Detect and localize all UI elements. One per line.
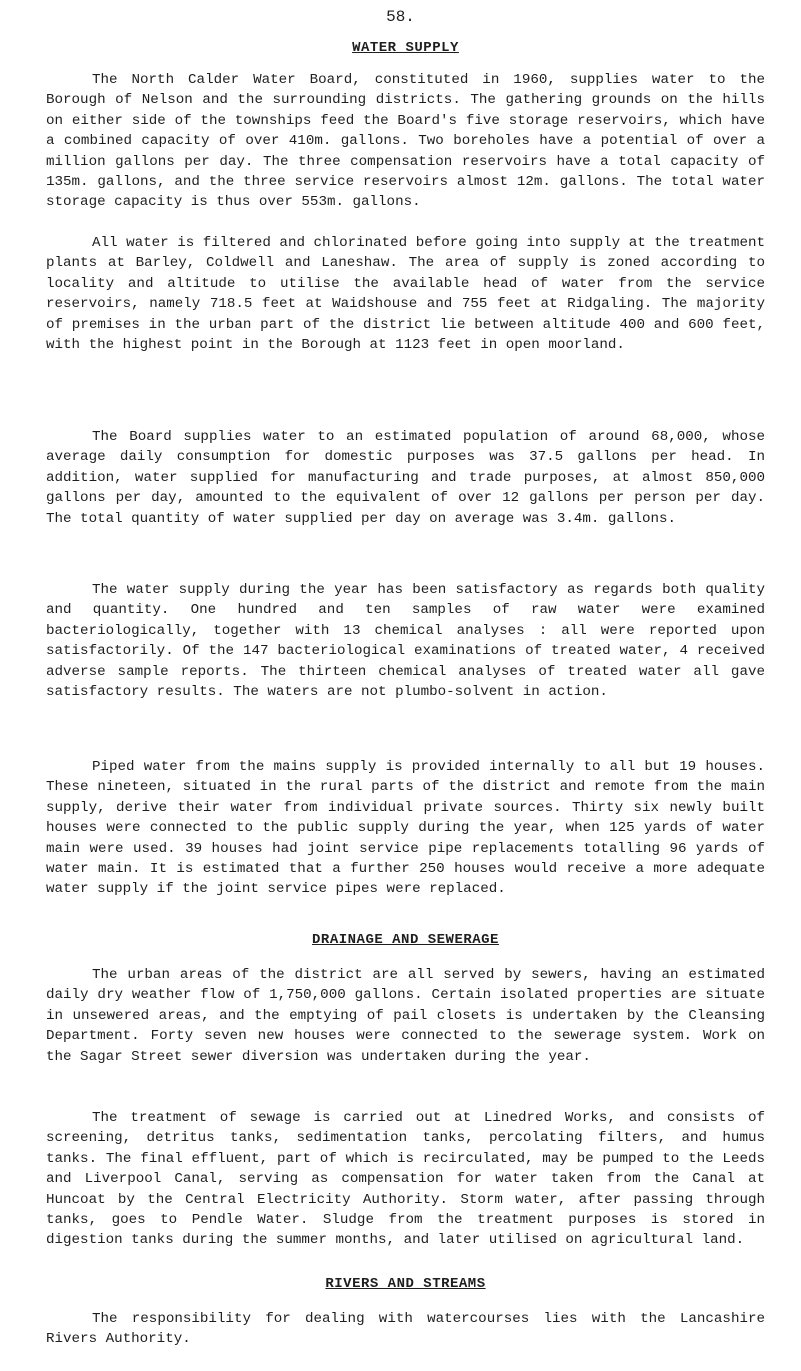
paragraph: All water is filtered and chlorinated before going into supply at the treatment plants at Barley, Coldwell and Laneshaw. The area of supply is zoned according to locality and altitude to utilise the available head of water from the service reservoirs, namely 718.5 feet at Waidshouse and 755 feet at Ridgaling. The majority of premises in the urban part of the district lie between altitude 400 and 600 feet, with the highest point in the Borough at 1123 feet in open moorland. [46,235,765,354]
paragraph: The North Calder Water Board, constituted in 1960, supplies water to the Borough of Nelson and the surrounding districts. The gathering grounds on the hills on either side of the townships feed the Board's five storage reservoirs, which have a combined capacity of over 410m. gallons. Two boreholes have a potential of over a million gallons per day. The three compensation reservoirs have a total capacity of 135m. gallons, and the three service reservoirs almost 12m. gallons. The total water storage capacity is thus over 553m. gallons. [46,72,765,211]
paragraph: The water supply during the year has been satisfactory as regards both quality and quantity. One hundred and ten samples of raw water were examined bacteriologically, together with 13 chemical analyses : all were reported upon satisfactorily. Of the 147 bacteriological examinations of treated water, 4 received adverse sample reports. The thirteen chemical analyses of treated water all gave satisfactory results. The waters are not plumbo-solvent in action. [46,582,765,701]
paragraph: The urban areas of the district are all served by sewers, having an estimated daily dry weather flow of 1,750,000 gallons. Certain isolated properties are situate in unsewered areas, and the emptying of pail closets is undertaken by the Cleansing Department. Forty seven new houses were connected to the sewerage system. Work on the Sagar Street sewer diversion was undertaken during the year. [46,967,765,1065]
paragraph: The treatment of sewage is carried out at Linedred Works, and consists of screening, detritus tanks, sedimentation tanks, percolating filters, and humus tanks. The final effluent, part of which is recirculated, may be pumped to the Leeds and Liverpool Canal, serving as compensation for water taken from the Canal at Huncoat by the Central Electricity Authority. Storm water, after passing through tanks, goes to Pendle Water. Sludge from the treatment purposes is stored in digestion tanks during the summer months, and later utilised on agricultural land. [46,1110,765,1249]
paragraph: Piped water from the mains supply is provided internally to all but 19 houses. These nineteen, situated in the rural parts of the district and remote from the main supply, derive their water from individual private sources. Thirty six newly built houses were connected to the public supply during the year, when 125 yards of water main were used. 39 houses had joint service pipe replacements totalling 96 yards of water main. It is estimated that a further 250 houses would receive a more adequate water supply if the joint service pipes were replaced. [46,759,765,898]
paragraph: The Board supplies water to an estimated population of around 68,000, whose average daily consumption for domestic purposes was 37.5 gallons per head. In addition, water supplied for manufacturing and trade purposes, at almost 850,000 gallons per day, amounted to the equivalent of over 12 gallons per person per day. The total quantity of water supplied per day on average was 3.4m. gallons. [46,429,765,527]
section-heading-water-supply: WATER SUPPLY [352,40,459,56]
page-number: 58. [386,8,415,26]
paragraph: The responsibility for dealing with watercourses lies with the Lancashire Rivers Authority. [46,1311,765,1348]
section-heading-rivers-and-streams: RIVERS AND STREAMS [325,1276,486,1292]
section-heading-drainage-and-sewerage: DRAINAGE AND SEWERAGE [312,932,499,948]
